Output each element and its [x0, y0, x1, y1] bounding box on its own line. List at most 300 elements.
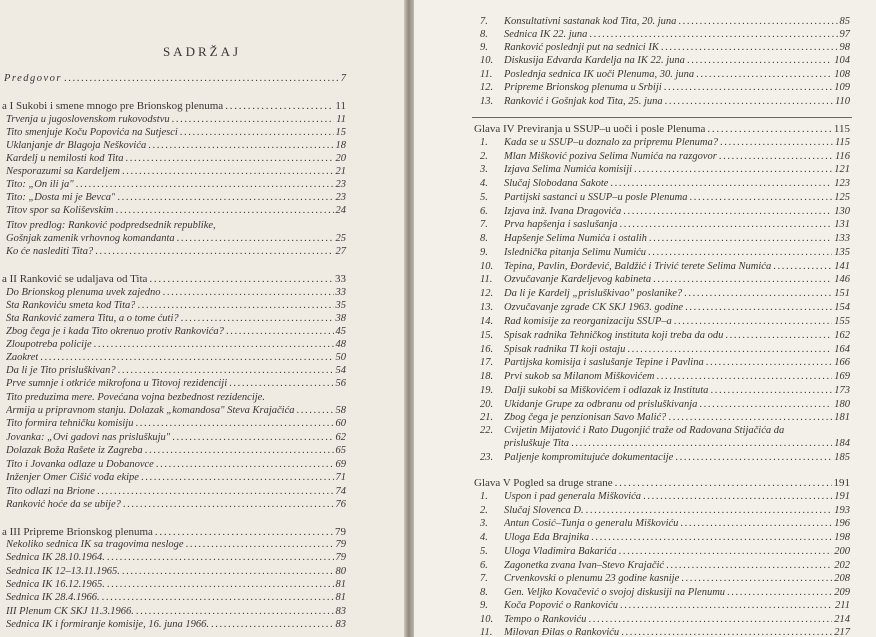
toc-entry [480, 452, 850, 464]
dot-leader [145, 445, 334, 457]
dot-leader [719, 151, 833, 163]
page-number: 115 [835, 137, 850, 148]
toc-entry [6, 192, 346, 204]
entry-number: 6. [480, 206, 488, 217]
entry-number: 19. [480, 385, 494, 396]
dot-leader [125, 153, 333, 165]
dot-leader [684, 288, 832, 300]
chapter-heading [2, 100, 346, 112]
page-number: 23 [335, 192, 346, 203]
page-number: 27 [335, 246, 346, 257]
entry-title: Trvenja u jugoslovenskom rukovodstvu [6, 114, 170, 125]
entry-number: 9. [480, 247, 488, 258]
dot-leader [64, 73, 339, 85]
entry-title: Izjava Selima Numića komisiji [504, 164, 633, 175]
entry-number: 2. [480, 505, 488, 516]
toc-entry [6, 432, 346, 444]
entry-number: 21. [480, 412, 494, 423]
toc-entry [6, 326, 346, 338]
entry-title: Sednica IK 16.12.1965. [6, 579, 105, 590]
entry-number: 3. [480, 164, 488, 175]
entry-number: 12. [480, 288, 494, 299]
page-number: 79 [335, 539, 346, 550]
entry-title: Jovanka: „Ovi gadovi nas prisluškuju" [6, 432, 171, 443]
dot-leader [687, 55, 832, 67]
entry-title: Poslednja sednica IK uoči Plenuma, 30. juna [504, 69, 695, 80]
entry-number: 7. [480, 16, 488, 27]
chapter-heading [474, 477, 850, 489]
entry-title: Antun Ćosić–Tunja o generalu Miškoviću [504, 518, 679, 529]
toc-entry [480, 274, 850, 286]
page-number: 180 [834, 399, 850, 410]
toc-entry [480, 344, 850, 356]
page-number: 214 [834, 614, 850, 625]
entry-number: 2. [480, 151, 488, 162]
toc-entry [6, 486, 346, 498]
entry-number: 18. [480, 371, 494, 382]
dot-leader [664, 82, 833, 94]
toc-entry [480, 560, 850, 572]
toc-entry-multiline [480, 425, 850, 437]
dot-leader [149, 273, 333, 285]
dot-leader [634, 164, 832, 176]
toc-entry [480, 219, 850, 231]
entry-title: Zbog čega je i kada Tito okrenuo protiv Rankovića? [6, 326, 224, 337]
dot-leader [619, 546, 833, 558]
dot-leader [229, 378, 333, 390]
page-number: 191 [833, 477, 850, 489]
toc-entry [480, 371, 850, 383]
toc-entry [6, 179, 346, 191]
entry-title: Tito: „On ili ja" [6, 179, 74, 190]
entry-title: Ranković poslednji put na sednici IK [504, 42, 659, 53]
entry-title: Glava IV Previranja u SSUP–u uoči i posle Plenuma [474, 123, 706, 135]
dot-leader [623, 206, 832, 218]
page-number: 76 [335, 499, 346, 510]
entry-number: 15. [480, 330, 494, 341]
page-number: 133 [834, 233, 850, 244]
entry-title: Sednica IK 12–13.11.1965. [6, 566, 120, 577]
entry-title: Uspon i pad generala Miškovića [504, 491, 642, 502]
page-number: 48 [335, 339, 346, 350]
toc-entry [6, 127, 346, 139]
dot-leader [680, 518, 832, 530]
dot-leader [627, 344, 832, 356]
toc-entry [480, 96, 850, 108]
toc-entry [6, 287, 346, 299]
dot-leader [699, 399, 832, 411]
page-number: 38 [335, 313, 346, 324]
entry-number: 10. [480, 614, 494, 625]
dot-leader [674, 316, 832, 328]
entry-title: Mlan Mišković poziva Selima Numića na razgovor [504, 151, 717, 162]
page-number: 81 [335, 579, 346, 590]
toc-entry [480, 302, 850, 314]
dot-leader [155, 526, 333, 538]
entry-title: Armija u pripravnom stanju. Dolazak „komandosa" Steva Krajačića [6, 405, 295, 416]
entry-number: 16. [480, 344, 494, 355]
entry-title: Slučaj Slobodana Šakote [504, 178, 609, 189]
page-number: 60 [335, 418, 346, 429]
dot-leader [225, 100, 333, 112]
page-number: 135 [834, 247, 850, 258]
toc-entry [480, 491, 850, 503]
toc-entry [6, 300, 346, 312]
entry-title: Slučaj Slovenca D. [504, 505, 584, 516]
dot-leader [95, 246, 333, 258]
entry-title: Cvijetin Mijatović i Rato Dugonjić traže od Radovana Stijačića da [504, 425, 785, 436]
page-number: 173 [834, 385, 850, 396]
entry-title: Titov spor sa Koliševskim [6, 205, 114, 216]
page-number: 104 [834, 55, 850, 66]
entry-title: Nesporazumi sa Kardeljem [6, 166, 120, 177]
entry-number: 12. [480, 82, 494, 93]
entry-title: Da li je Tito prisluškivan? [6, 365, 116, 376]
toc-entry [480, 16, 850, 28]
entry-title: Tito formira tehničku komisiju [6, 418, 134, 429]
entry-title: Kada se u SSUP–u doznalo za pripremu Plenuma? [504, 137, 718, 148]
toc-entry [480, 206, 850, 218]
entry-title: Tempo o Rankoviću [504, 614, 587, 625]
page-number: 79 [335, 552, 346, 563]
toc-entry [6, 313, 346, 325]
page-number: 23 [335, 179, 346, 190]
toc-entry [480, 164, 850, 176]
entry-title: a I Sukobi i smene mnogo pre Brionskog plenuma [2, 100, 224, 112]
entry-number: 9. [480, 600, 488, 611]
page-number: 125 [834, 192, 850, 203]
dot-leader [710, 385, 832, 397]
page-title: SADRŽAJ [162, 44, 242, 59]
toc-entry [6, 339, 346, 351]
page-number: 202 [834, 560, 850, 571]
dot-leader [588, 614, 832, 626]
toc-entry [6, 166, 346, 178]
entry-title: Islednička pitanja Selimu Numiću [504, 247, 647, 258]
page-number: 21 [335, 166, 346, 177]
page-number: 108 [834, 69, 850, 80]
page-number: 83 [335, 606, 346, 617]
toc-entry [480, 438, 850, 450]
dot-leader [725, 330, 832, 342]
dot-leader [107, 552, 334, 564]
dot-leader [122, 166, 334, 178]
page-number: 116 [835, 151, 850, 162]
toc-entry [6, 566, 346, 578]
dot-leader [773, 261, 832, 273]
dot-leader [615, 477, 832, 489]
toc-entry [480, 330, 850, 342]
page-number: 97 [839, 29, 850, 40]
entry-title: Ko će naslediti Tita? [6, 246, 94, 257]
toc-entry [480, 69, 850, 81]
dot-leader [707, 123, 832, 135]
entry-title: Zagonetka zvana Ivan–Stevo Krajačić [504, 560, 665, 571]
dot-leader [181, 313, 334, 325]
entry-title: Ukidanje Grupe za odbranu od prisluškivanja [504, 399, 698, 410]
page-number: 15 [335, 127, 346, 138]
entry-title: a III Pripreme Brionskog plenuma [2, 526, 153, 538]
entry-number: 22. [480, 425, 494, 436]
entry-number: 5. [480, 546, 488, 557]
toc-entry [6, 114, 346, 126]
dot-leader [122, 566, 334, 578]
entry-title: Tepina, Pavlin, Đorđević, Baldžić i Trivić terete Selima Numića [504, 261, 772, 272]
dot-leader [163, 287, 334, 299]
entry-number: 13. [480, 96, 494, 107]
page-number: 217 [834, 627, 850, 637]
page-number: 181 [834, 412, 850, 423]
page-number: 65 [335, 445, 346, 456]
page-number: 198 [834, 532, 850, 543]
entry-title: Predgovor [4, 73, 63, 84]
entry-title: prisluškuje Tita [504, 438, 570, 449]
toc-entry [6, 233, 346, 245]
dot-leader [117, 192, 333, 204]
entry-title: Uloga Vladimira Bakarića [504, 546, 617, 557]
book-gutter [404, 0, 414, 637]
toc-entry [480, 399, 850, 411]
entry-number: 20. [480, 399, 494, 410]
toc-entry-predgovor [4, 73, 346, 85]
page-number: 33 [335, 273, 346, 285]
toc-entry [6, 153, 346, 165]
dot-leader [668, 412, 832, 424]
toc-entry [480, 151, 850, 163]
page-number: 209 [834, 587, 850, 598]
page-number: 193 [834, 505, 850, 516]
dot-leader [172, 432, 333, 444]
page-number: 169 [834, 371, 850, 382]
dot-leader [177, 233, 334, 245]
entry-title: Izjava inž. Ivana Dragovića [504, 206, 622, 217]
dot-leader [137, 300, 333, 312]
toc-entry [480, 288, 850, 300]
dot-leader [621, 627, 832, 637]
page-number: 62 [335, 432, 346, 443]
page-number: 58 [335, 405, 346, 416]
dot-leader [226, 326, 334, 338]
dot-leader [135, 418, 333, 430]
entry-title: Ranković hoće da se ubije? [6, 499, 121, 510]
entry-title: Zbog čega je penzionisan Savo Malić? [504, 412, 667, 423]
page-number: 20 [335, 153, 346, 164]
page-number: 208 [834, 573, 850, 584]
toc-entry [6, 205, 346, 217]
toc-entry [480, 614, 850, 626]
entry-number: 10. [480, 261, 494, 272]
entry-title: Glava V Pogled sa druge strane [474, 477, 613, 489]
toc-entry [480, 82, 850, 94]
entry-title: Šta Rankoviću smeta kod Tita? [6, 300, 136, 311]
entry-title: Crvenkovski o plenumu 23 godine kasnije [504, 573, 680, 584]
toc-entry [6, 405, 346, 417]
entry-title: Uloga Eda Brajnika [504, 532, 590, 543]
entry-number: 7. [480, 219, 488, 230]
entry-title: Do Brionskog plenuma uvek zajedno [6, 287, 161, 298]
toc-entry [6, 579, 346, 591]
toc-entry-continued: Titov predlog: Ranković podpredsednik republike, [6, 220, 216, 231]
page-number: 85 [839, 16, 850, 27]
entry-title: Tito: „Dosta mi je Bevca" [6, 192, 116, 203]
page-number: 184 [834, 438, 850, 449]
entry-number: 11. [480, 274, 493, 285]
entry-title: Uklanjanje dr Blagoja Neškovića [6, 140, 147, 151]
toc-entry [480, 137, 850, 149]
page-number: 11 [335, 100, 346, 112]
page-number: 196 [834, 518, 850, 529]
entry-title: Spisak radnika Tehničkog instituta koji treba da odu [504, 330, 724, 341]
dot-leader [148, 140, 333, 152]
right-page [414, 0, 876, 637]
page-number: 154 [834, 302, 850, 313]
dot-leader [610, 178, 832, 190]
toc-entry [480, 546, 850, 558]
entry-title: Da li je Kardelj „prisluškivao" poslanike? [504, 288, 683, 299]
dot-leader [681, 573, 832, 585]
dot-leader [107, 579, 334, 591]
chapter-heading [2, 526, 346, 538]
toc-entry [6, 352, 346, 364]
dot-leader [102, 592, 334, 604]
dot-leader [141, 472, 334, 484]
toc-entry [480, 55, 850, 67]
entry-title: Kardelj u nemilosti kod Tita [6, 153, 124, 164]
page-number: 35 [335, 300, 346, 311]
toc-entry [6, 365, 346, 377]
entry-title: Sednica IK i formiranje komisije, 16. juna 1966. [6, 619, 209, 630]
page-number: 11 [336, 114, 346, 125]
dot-leader [643, 491, 832, 503]
dot-leader [586, 505, 833, 517]
entry-title: Partijski sastanci u SSUP–u posle Plenuma [504, 192, 688, 203]
entry-title: Sednica IK 22. juna [504, 29, 588, 40]
page-number: 200 [834, 546, 850, 557]
dot-leader [136, 606, 334, 618]
dot-leader [123, 499, 334, 511]
entry-number: 4. [480, 532, 488, 543]
page-number: 162 [834, 330, 850, 341]
page-number: 155 [834, 316, 850, 327]
page-number: 45 [335, 326, 346, 337]
toc-entry [6, 619, 346, 631]
entry-title: Dalji sukobi sa Miškovićem i odlazak iz Instituta [504, 385, 709, 396]
page-number: 83 [335, 619, 346, 630]
page-number: 146 [834, 274, 850, 285]
dot-leader [653, 274, 832, 286]
entry-title: Dolazak Boža Rašete iz Zagreba [6, 445, 143, 456]
dot-leader [589, 29, 837, 41]
page-number: 18 [335, 140, 346, 151]
entry-title: Partijska komisija i saslušanje Tepine i Pavlina [504, 357, 704, 368]
page-number: 25 [335, 233, 346, 244]
entry-number: 23. [480, 452, 494, 463]
entry-number: 5. [480, 192, 488, 203]
page-number: 56 [335, 378, 346, 389]
entry-title: Ranković i Gošnjak kod Tita, 25. juna [504, 96, 663, 107]
dot-leader [665, 96, 833, 108]
entry-number: 3. [480, 518, 488, 529]
page-number: 50 [335, 352, 346, 363]
dot-leader [40, 352, 333, 364]
dot-leader [116, 205, 334, 217]
toc-entry [6, 459, 346, 471]
entry-title: Koča Popović o Rankoviću [504, 600, 619, 611]
page-number: 79 [335, 526, 346, 538]
dot-leader [156, 459, 334, 471]
toc-entry [480, 600, 850, 612]
entry-number: 1. [480, 491, 488, 502]
page-number: 69 [335, 459, 346, 470]
entry-title: Pripreme Brionskog plenuma u Srbiji [504, 82, 662, 93]
entry-title: Hapšenje Selima Numića i ostalih [504, 233, 647, 244]
page-number: 211 [835, 600, 850, 611]
toc-entry [6, 499, 346, 511]
toc-entry [480, 178, 850, 190]
entry-title: Spisak radnika TI koji ostaju [504, 344, 626, 355]
toc-entry [480, 627, 850, 637]
toc-entry [6, 246, 346, 258]
entry-title: Prvi sukob sa Milanom Miškovićem [504, 371, 655, 382]
dot-leader [696, 69, 832, 81]
toc-entry [480, 316, 850, 328]
page-number: 98 [839, 42, 850, 53]
entry-title: III Plenum CK SKJ 11.3.1966. [6, 606, 134, 617]
entry-number: 1. [480, 137, 488, 148]
toc-entry [6, 378, 346, 390]
dot-leader [94, 339, 334, 351]
chapter-heading [474, 123, 850, 135]
toc-entry [6, 445, 346, 457]
dot-leader [720, 137, 833, 149]
dot-leader [619, 219, 832, 231]
page-number: 151 [834, 288, 850, 299]
entry-title: Tito smenjuje Koču Popovića na Sutjesci [6, 127, 178, 138]
toc-entry [6, 552, 346, 564]
entry-title: Ozvučavanje zgrade CK SKJ 1963. godine [504, 302, 684, 313]
dot-leader [648, 247, 832, 259]
dot-leader [706, 357, 833, 369]
page-number: 110 [835, 96, 850, 107]
entry-number: 13. [480, 302, 494, 313]
entry-number: 11. [480, 69, 493, 80]
page-number: 71 [335, 472, 346, 483]
dot-leader [620, 600, 833, 612]
toc-entry [480, 573, 850, 585]
page-number: 7 [340, 73, 346, 84]
left-page [0, 0, 404, 637]
toc-entry [480, 42, 850, 54]
dot-leader [656, 371, 832, 383]
entry-title: Tito odlazi na Brione [6, 486, 95, 497]
entry-title: Gen. Veljko Kovačević o svojoj diskusiji na Plenumu [504, 587, 726, 598]
dot-leader [211, 619, 334, 631]
page-number: 141 [834, 261, 850, 272]
dot-leader [678, 16, 837, 28]
entry-title: Šta Ranković zamera Titu, a o tome ćuti? [6, 313, 179, 324]
dot-leader [571, 438, 832, 450]
entry-title: Konsultativni sastanak kod Tita, 20. juna [504, 16, 677, 27]
entry-number: 6. [480, 560, 488, 571]
entry-number: 11. [480, 627, 493, 637]
page-number: 185 [834, 452, 850, 463]
entry-title: Diskusija Edvarda Kardelja na IK 22. juna [504, 55, 685, 66]
dot-leader [666, 560, 832, 572]
toc-entry [480, 412, 850, 424]
page-number: 115 [833, 123, 850, 135]
entry-title: Paljenje kompromitujuće dokumentacije [504, 452, 674, 463]
entry-title: Rad komisije za reorganizaciju SSUP–a [504, 316, 672, 327]
